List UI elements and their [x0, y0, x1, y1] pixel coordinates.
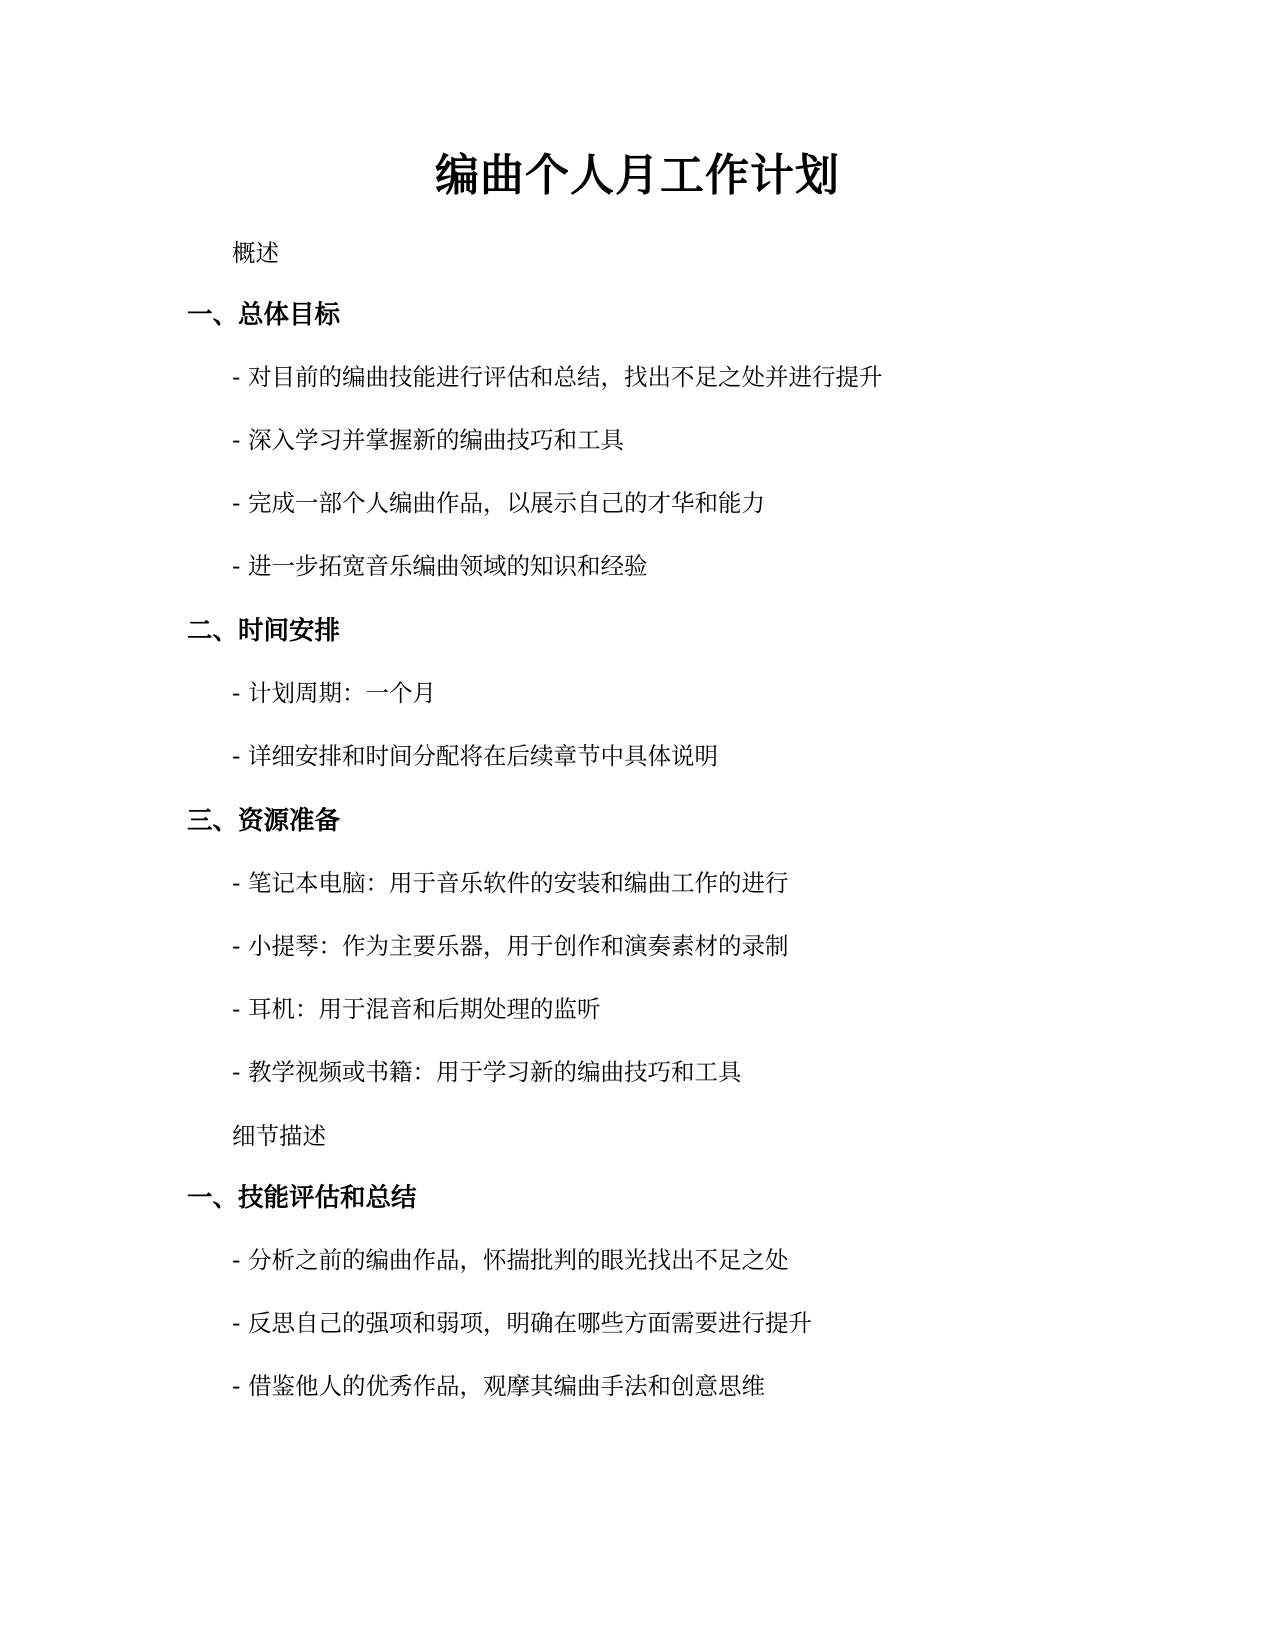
- list-item: - 耳机：用于混音和后期处理的监听: [232, 995, 601, 1023]
- section-heading-schedule: 二、时间安排: [187, 616, 341, 646]
- list-item: - 完成一部个人编曲作品，以展示自己的才华和能力: [232, 489, 765, 517]
- section-heading-goals: 一、总体目标: [187, 300, 341, 330]
- list-item: - 反思自己的强项和弱项，明确在哪些方面需要进行提升: [232, 1309, 812, 1337]
- list-item: - 笔记本电脑：用于音乐软件的安装和编曲工作的进行: [232, 869, 789, 897]
- section-heading-resources: 三、资源准备: [187, 806, 341, 836]
- list-item: - 详细安排和时间分配将在后续章节中具体说明: [232, 742, 718, 770]
- list-item: - 小提琴：作为主要乐器，用于创作和演奏素材的录制: [232, 932, 789, 960]
- list-item: - 计划周期：一个月: [232, 679, 436, 707]
- list-item: - 分析之前的编曲作品，怀揣批判的眼光找出不足之处: [232, 1246, 789, 1274]
- overview-label: 概述: [232, 239, 279, 267]
- list-item: - 深入学习并掌握新的编曲技巧和工具: [232, 426, 624, 454]
- list-item: - 借鉴他人的优秀作品，观摩其编曲手法和创意思维: [232, 1372, 765, 1400]
- list-item: - 教学视频或书籍：用于学习新的编曲技巧和工具: [232, 1058, 742, 1086]
- document-title: 编曲个人月工作计划: [435, 150, 840, 201]
- list-item: - 对目前的编曲技能进行评估和总结，找出不足之处并进行提升: [232, 363, 883, 391]
- detail-label: 细节描述: [232, 1122, 326, 1150]
- list-item: - 进一步拓宽音乐编曲领域的知识和经验: [232, 552, 648, 580]
- section-heading-skill-review: 一、技能评估和总结: [187, 1183, 417, 1213]
